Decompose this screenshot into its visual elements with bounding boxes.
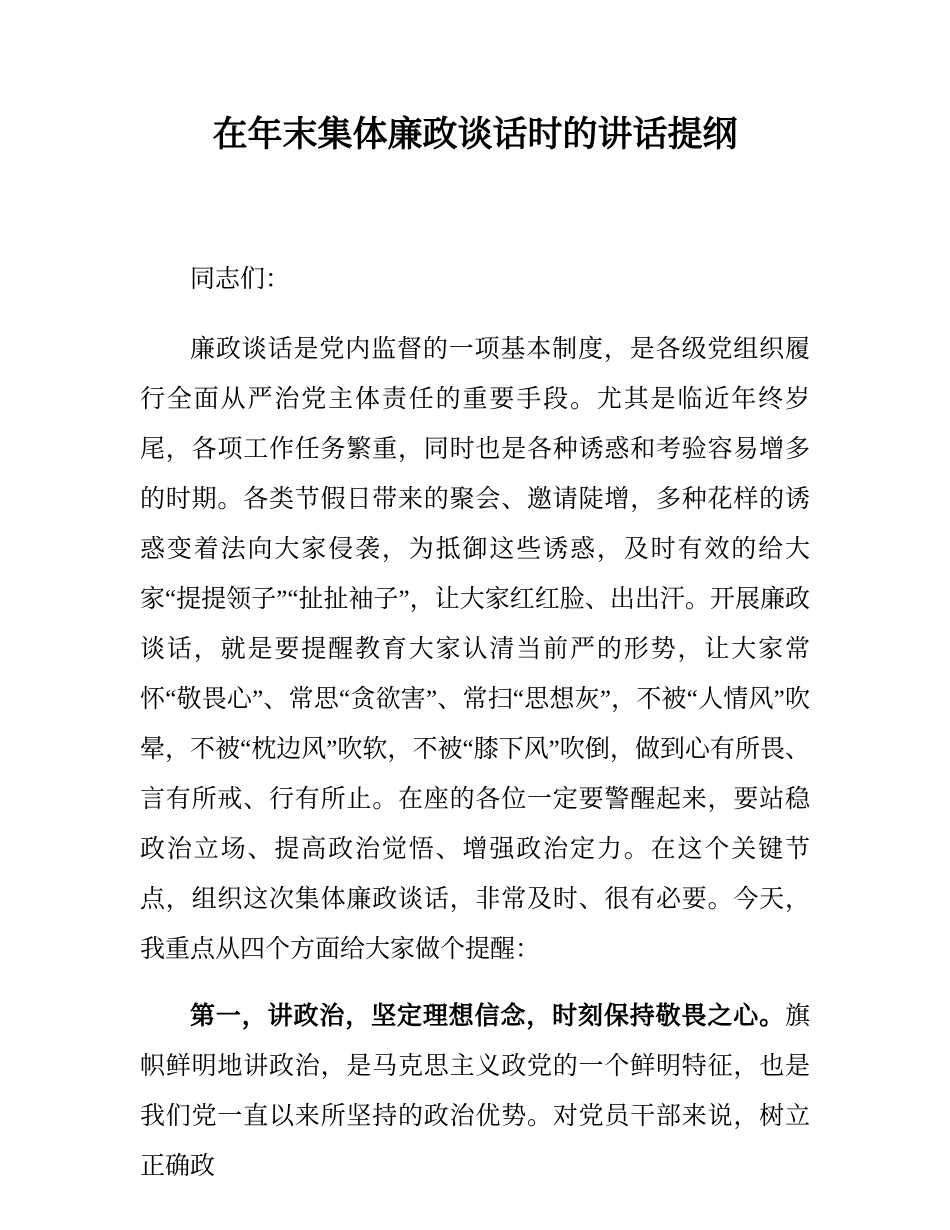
- document-title: 在年末集体廉政谈话时的讲话提纲: [212, 115, 738, 154]
- paragraph-point-1: [140, 991, 810, 1192]
- paragraph-intro: 廉政谈话是党内监督的一项基本制度，是各级党组织履行全面从严治党主体责任的重要手段。尤其是临近年终岁尾，各项工作任务繁重，同时也是各种诱惑和考验容易增多的时期。各类节假日带来的聚会、邀请陡增，多种花样的诱惑变着法向大家侵袭，为抵御这些诱惑，及时有效的给大家“提提领子”“扯扯袖子”，让大家红红脸、出出汗。开展廉政谈话，就是要提醒教育大家认清当前严的形势，让大家常怀“敬畏心”、常思“贪欲害”、常扫“思想灰”，不被“人情风”吹晕，不被“枕边风”吹软，不被“膝下风”吹倒，做到心有所畏、言有所戒、行有所止。在座的各位一定要警醒起来，要站稳政治立场、提高政治觉悟、增强政治定力。在这个关键节点，组织这次集体廉政谈话，非常及时、很有必要。今天，我重点从四个方面给大家做个提醒：: [140, 336, 810, 963]
- salutation: 同志们：: [190, 266, 291, 293]
- point-1-body: 旗帜鲜明地讲政治，是马克思主义政党的一个鲜明特征，也是我们党一直以来所坚持的政治优势。对党员干部来说，树立正确政: [140, 1003, 810, 1180]
- point-1-heading: 第一，讲政治，坚定理想信念，时刻保持敬畏之心。: [190, 1002, 785, 1030]
